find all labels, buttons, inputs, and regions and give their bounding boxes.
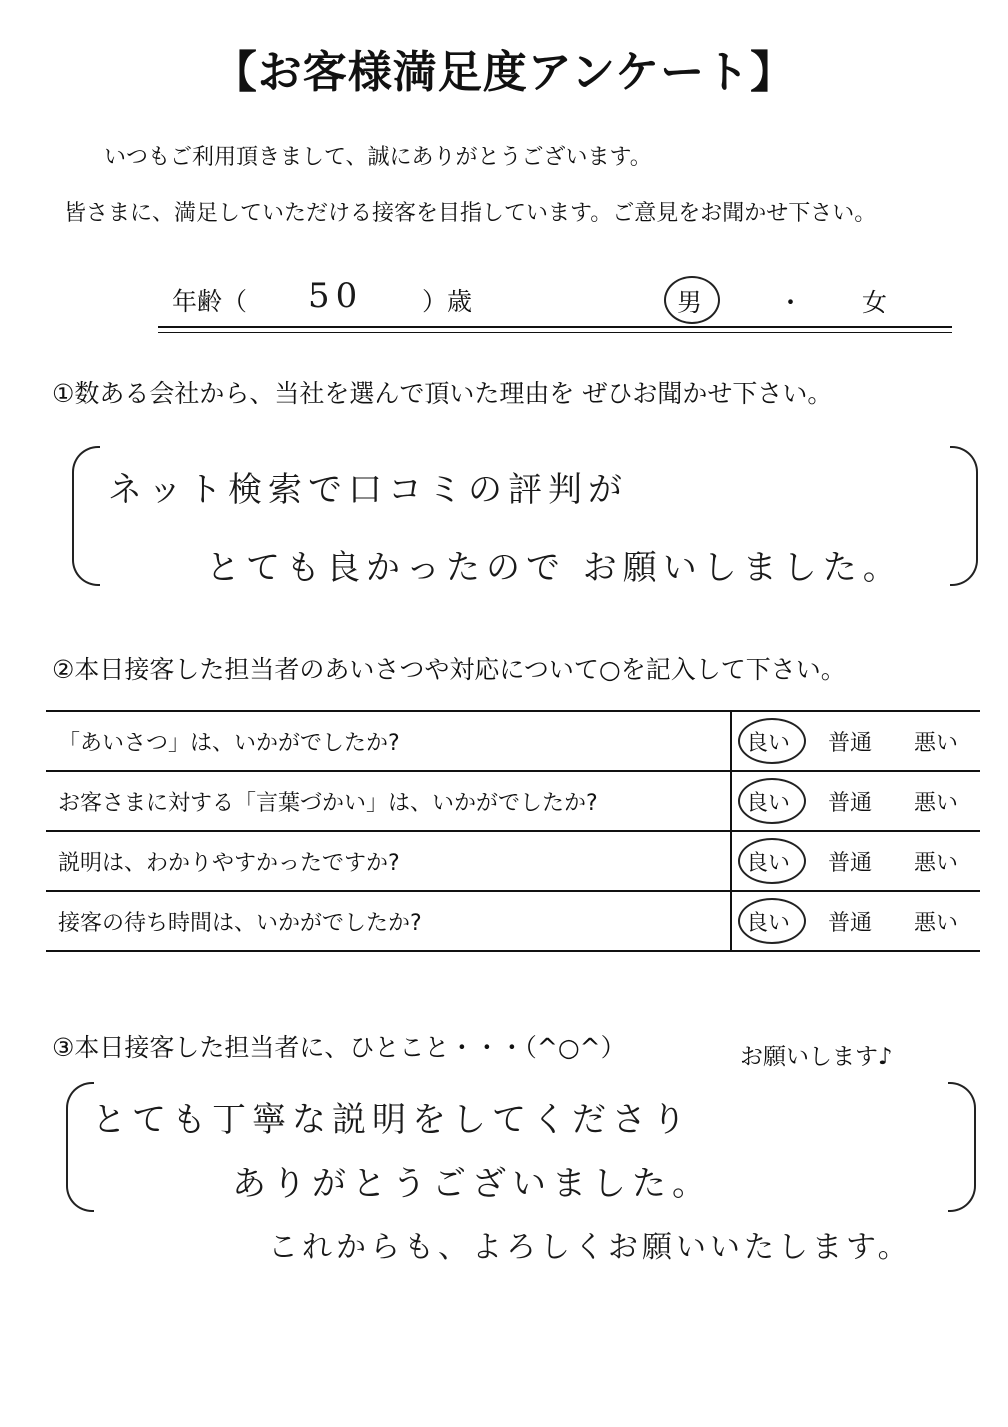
q3-answer-line-2[interactable]: ありがとうございました。: [232, 1164, 712, 1204]
rating-question: 説明は、わかりやすかったですか?: [46, 831, 731, 891]
gender-separator: ・: [778, 288, 804, 317]
rating-row: [46, 771, 980, 831]
rating-options: [731, 711, 980, 771]
q3-bracket-left: [66, 1082, 94, 1212]
gender-male-option[interactable]: 男: [677, 288, 703, 317]
age-value[interactable]: 50: [308, 276, 364, 316]
q1-question: ①数ある会社から、当社を選んで頂いた理由を ぜひお聞かせ下さい。: [52, 379, 833, 408]
q1-bracket-right: [950, 446, 978, 586]
rating-row: [46, 831, 980, 891]
option-average[interactable]: 普通: [828, 791, 873, 816]
intro-line-1: いつもご利用頂きまして、誠にありがとうございます。: [104, 145, 652, 170]
q1-bracket-left: [72, 446, 100, 586]
intro-line-2: 皆さまに、満足していただける接客を目指しています。ご意見をお聞かせ下さい。: [64, 201, 877, 226]
rating-question: お客さまに対する「言葉づかい」は、いかがでしたか?: [46, 771, 731, 831]
rating-table: [46, 710, 980, 952]
age-label: 年齢（: [172, 287, 248, 316]
gender-female-option[interactable]: 女: [862, 288, 888, 317]
rating-row: [46, 711, 980, 771]
q3-answer-line-1[interactable]: とても丁寧な説明をしてくださり: [92, 1100, 692, 1140]
rating-options: [731, 771, 980, 831]
option-average[interactable]: 普通: [828, 851, 873, 876]
rating-options: [731, 891, 980, 951]
q3-question: ③本日接客した担当者に、ひとこと・・・（^○^）: [52, 1033, 626, 1062]
option-bad[interactable]: 悪い: [914, 791, 959, 816]
option-bad[interactable]: 悪い: [914, 851, 959, 876]
option-bad[interactable]: 悪い: [914, 731, 959, 756]
option-average[interactable]: 普通: [828, 911, 873, 936]
profile-underline: [158, 326, 952, 333]
q3-note: お願いします♪: [740, 1044, 893, 1070]
q1-answer-line-1[interactable]: ネット検索で口コミの評判が: [108, 470, 628, 510]
option-bad[interactable]: 悪い: [914, 911, 959, 936]
q3-answer-line-3[interactable]: これからも、よろしくお願いいたします。: [268, 1230, 912, 1265]
option-average[interactable]: 普通: [828, 731, 873, 756]
age-suffix: ）歳: [422, 287, 473, 316]
rating-options: [731, 831, 980, 891]
option-good[interactable]: 良い: [746, 791, 791, 816]
q2-question: ②本日接客した担当者のあいさつや対応について○を記入して下さい。: [52, 655, 846, 684]
page-title: 【お客様満足度アンケート】: [212, 47, 796, 98]
option-good[interactable]: 良い: [746, 731, 791, 756]
rating-question: 接客の待ち時間は、いかがでしたか?: [46, 891, 731, 951]
option-good[interactable]: 良い: [746, 911, 791, 936]
rating-question: 「あいさつ」は、いかがでしたか?: [46, 711, 731, 771]
option-good[interactable]: 良い: [746, 851, 791, 876]
q3-bracket-right: [948, 1082, 976, 1212]
q1-answer-line-2[interactable]: とても良かったので お願いしました。: [206, 548, 903, 588]
rating-row: [46, 891, 980, 951]
